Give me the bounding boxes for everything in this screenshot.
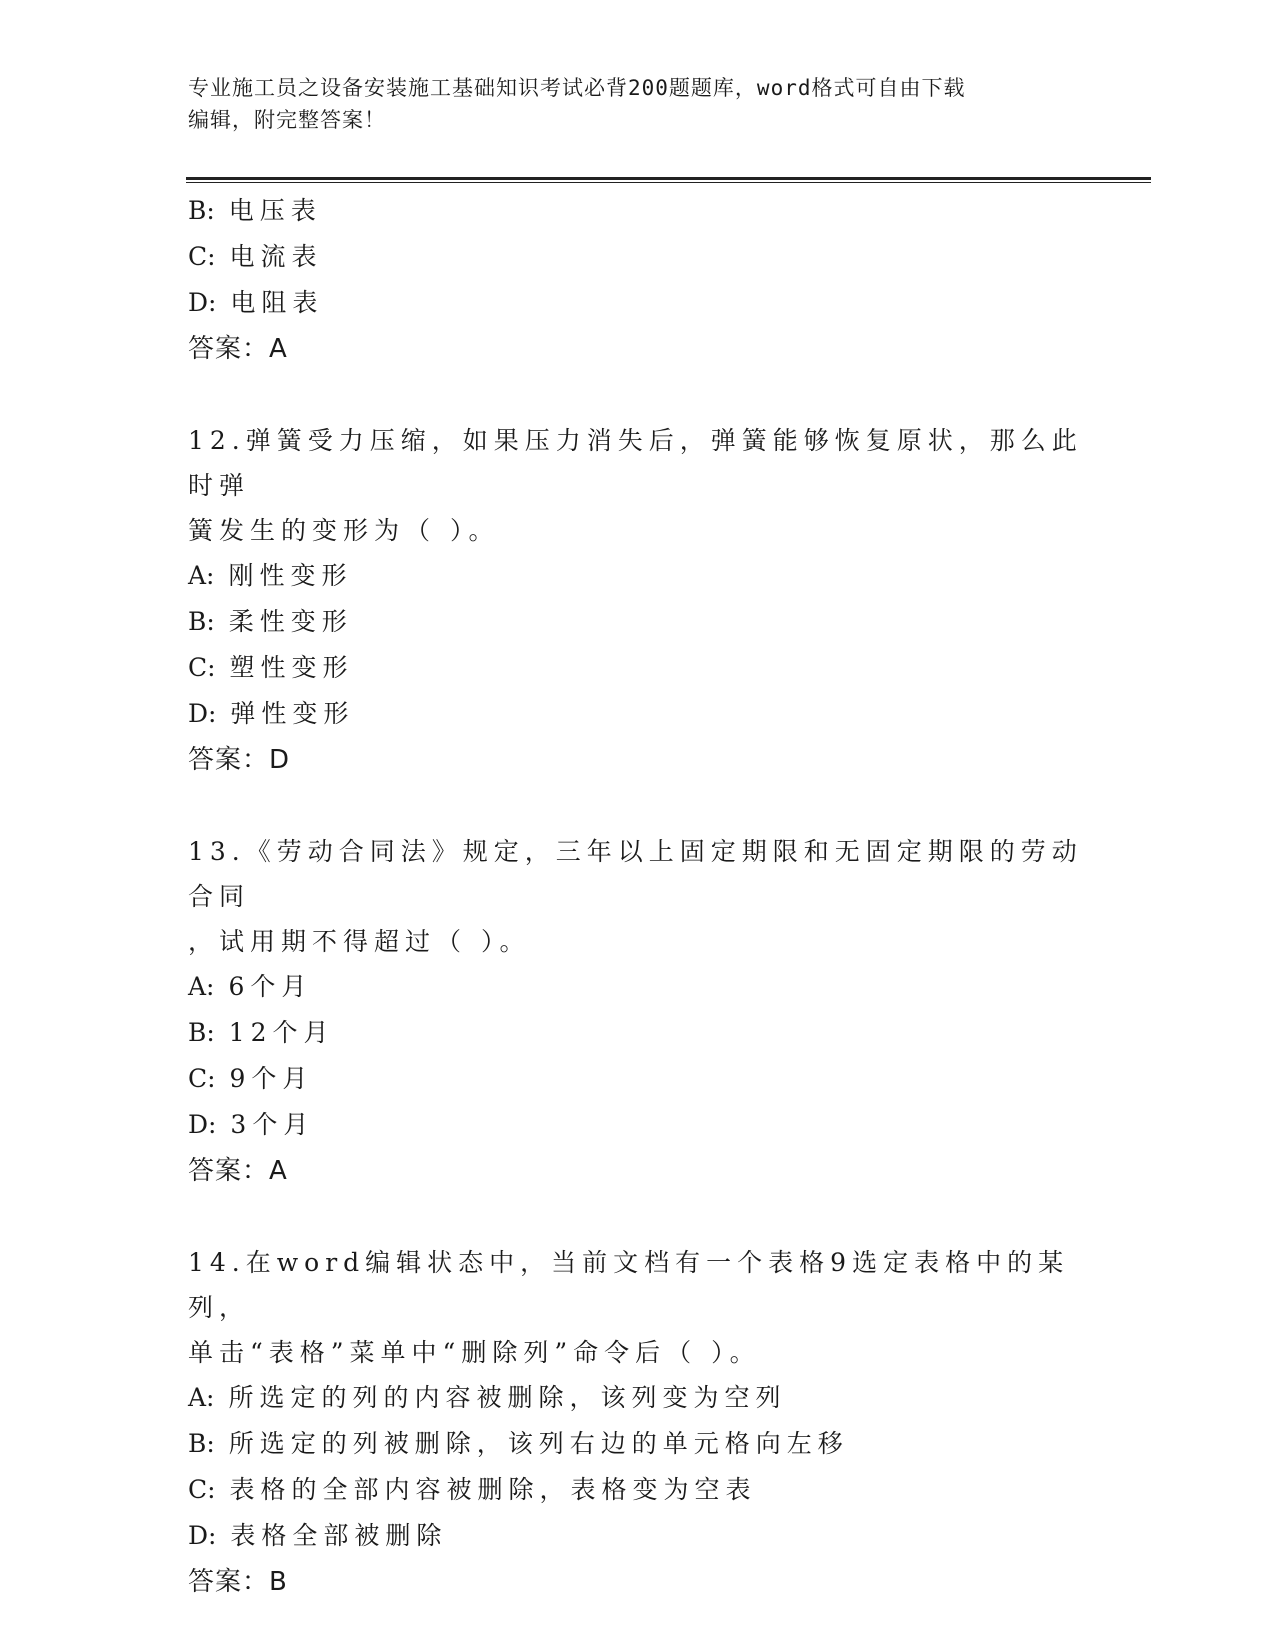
option-b: B: 电压表 xyxy=(188,196,322,225)
option-b: B: 所选定的列被删除，该列右边的单元格向左移 xyxy=(188,1429,849,1458)
question-line-2: ，试用期不得超过（ ）。 xyxy=(188,927,531,956)
question-line-1: 13.《劳动合同法》规定，三年以上固定期限和无固定期限的劳动合同 xyxy=(188,837,1083,911)
option-b: B: 柔性变形 xyxy=(188,607,353,636)
option-b: B: 12个月 xyxy=(188,1018,335,1047)
option-c: C: 电流表 xyxy=(188,242,323,271)
question-line-1: 12.弹簧受力压缩，如果压力消失后，弹簧能够恢复原状，那么此时弹 xyxy=(188,426,1083,500)
option-a: A: 刚性变形 xyxy=(188,561,353,590)
option-c: C: 表格的全部内容被删除，表格变为空表 xyxy=(188,1475,757,1504)
question-line-1: 14.在word编辑状态中，当前文档有一个表格9选定表格中的某列， xyxy=(188,1248,1070,1322)
header-line-1: 专业施工员之设备安装施工基础知识考试必背200题题库，word格式可自由下载 xyxy=(188,76,966,100)
option-c: C: 9个月 xyxy=(188,1064,314,1093)
option-d: D: 表格全部被删除 xyxy=(188,1521,448,1550)
question-line-2: 簧发生的变形为（ ）。 xyxy=(188,516,500,545)
question-14 xyxy=(188,1240,1088,1605)
question-12 xyxy=(188,418,1088,783)
answer-line: 答案：B xyxy=(188,1567,288,1597)
answer-line: 答案：A xyxy=(188,334,288,364)
question-text xyxy=(188,829,1088,964)
question-text xyxy=(188,418,1088,553)
question-13 xyxy=(188,829,1088,1194)
answer-line: 答案：D xyxy=(188,745,291,775)
option-d: D: 3个月 xyxy=(188,1110,315,1139)
option-c: C: 塑性变形 xyxy=(188,653,354,682)
question-11-partial xyxy=(188,188,1088,372)
document-body xyxy=(188,188,1088,1605)
header-divider xyxy=(186,177,1151,180)
question-text xyxy=(188,1240,1088,1375)
header-divider-thin xyxy=(186,182,1151,183)
document-header xyxy=(188,72,1088,136)
header-line-2: 编辑，附完整答案！ xyxy=(188,108,386,132)
option-d: D: 弹性变形 xyxy=(188,699,355,728)
option-d: D: 电阻表 xyxy=(188,288,324,317)
option-a: A: 6个月 xyxy=(188,972,313,1001)
option-a: A: 所选定的列的内容被删除，该列变为空列 xyxy=(188,1383,787,1412)
answer-line: 答案：A xyxy=(188,1156,288,1186)
question-line-2: 单击“表格”菜单中“删除列”命令后（ ）。 xyxy=(188,1338,761,1367)
